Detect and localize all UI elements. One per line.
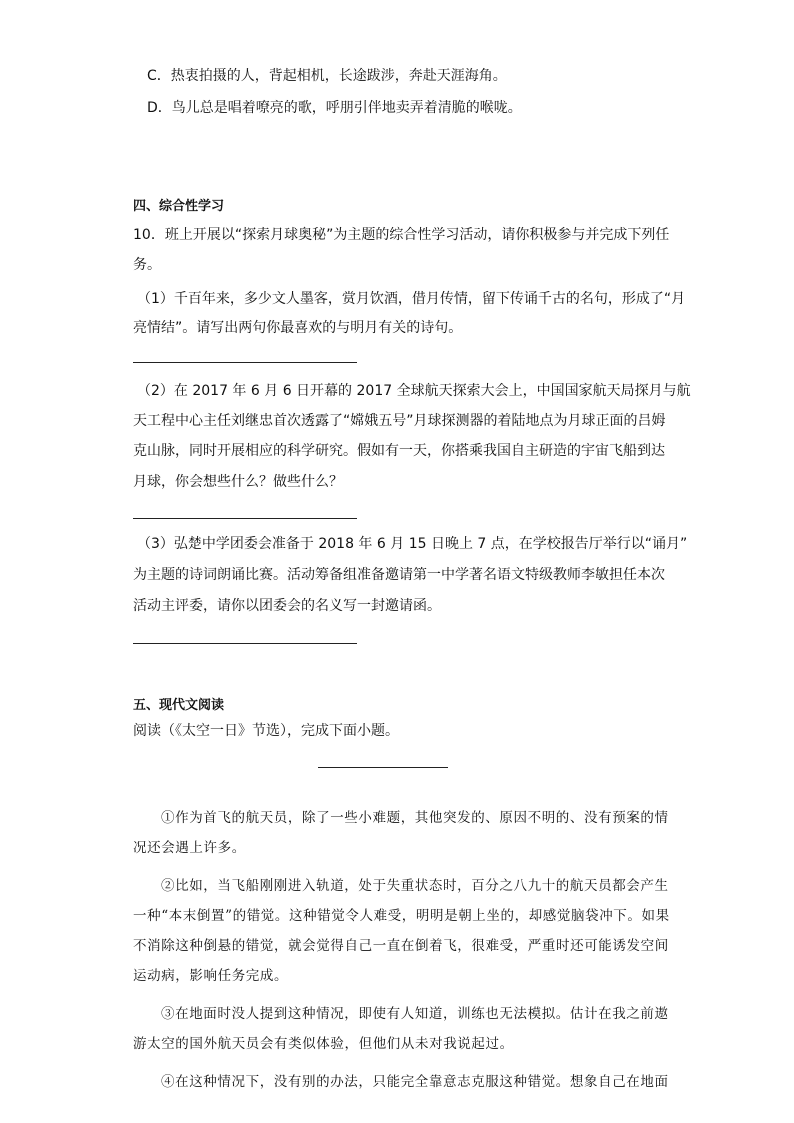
q10-line: 务。 (133, 257, 161, 273)
sub2-line: 天工程中心主任刘继忠首次透露了“嫦娥五号”月球探测器的着陆地点为月球正面的吕姆 (133, 413, 666, 429)
q10-line: 10．班上开展以“探索月球奥秘”为主题的综合性学习活动，请你积极参与并完成下列任 (133, 227, 670, 243)
passage-line: ④在这种情况下，没有别的办法，只能完全靠意志克服这种错觉。想象自己在地面 (161, 1074, 669, 1090)
sub3-line: （3）弘楚中学团委会准备于 2018 年 6 月 15 日晚上 7 点，在学校报告厅举行以“诵月” (137, 536, 688, 552)
sub1-line: （1）千百年来，多少文人墨客，赏月饮酒，借月传情，留下传诵千古的名句，形成了“月 (137, 291, 686, 307)
sub1-line: 亮情结”。请写出两句你最喜欢的与明月有关的诗句。 (133, 320, 463, 336)
passage-line: ②比如，当飞船刚刚进入轨道，处于失重状态时，百分之八九十的航天员都会产生 (161, 878, 669, 894)
sub3-line: 为主题的诗词朗诵比赛。活动筹备组准备邀请第一中学著名语文特级教师李敏担任本次 (133, 567, 665, 583)
passage-title-rule (318, 767, 448, 768)
section5-heading: 五、现代文阅读 (133, 698, 225, 713)
section4-heading: 四、综合性学习 (133, 199, 225, 214)
sub2-line: （2）在 2017 年 6 月 6 日开幕的 2017 全球航天探索大会上，中国国家航天局探月与航 (137, 383, 691, 399)
passage-line: 运动病，影响任务完成。 (133, 968, 289, 984)
passage-line: ③在地面时没人提到这种情况，即使有人知道，训练也无法模拟。估计在我之前遨 (161, 1006, 669, 1022)
sub2-line: 月球，你会想些什么？做些什么？ (133, 474, 343, 490)
option-c: C．热衷拍摄的人，背起相机，长途跋涉，奔赴天涯海角。 (147, 68, 507, 84)
passage-line: 游太空的国外航天员会有类似体验，但他们从未对我说起过。 (133, 1036, 514, 1052)
answer-line-2[interactable] (133, 518, 357, 519)
answer-line-1[interactable] (133, 362, 357, 363)
option-d: D．鸟儿总是唱着嘹亮的歌，呼朋引伴地卖弄着清脆的喉咙。 (147, 100, 522, 116)
answer-line-3[interactable] (133, 643, 357, 644)
sub3-line: 活动主评委，请你以团委会的名义写一封邀请函。 (133, 598, 441, 614)
passage-line: 一种“本末倒置”的错觉。这种错觉令人难受，明明是朝上坐的，却感觉脑袋冲下。如果 (133, 908, 670, 924)
passage-line: ①作为首飞的航天员，除了一些小难题，其他突发的、原因不明的、没有预案的情 (161, 810, 669, 826)
passage-line: 况还会遇上许多。 (133, 840, 246, 856)
passage-line: 不消除这种倒悬的错觉，就会觉得自己一直在倒着飞，很难受，严重时还可能诱发空间 (133, 938, 669, 954)
sub2-line: 克山脉，同时开展相应的科学研究。假如有一天，你搭乘我国自主研造的宇宙飞船到达 (133, 443, 665, 459)
reading-intro: 阅读（《太空一日》节选），完成下面小题。 (133, 723, 399, 739)
